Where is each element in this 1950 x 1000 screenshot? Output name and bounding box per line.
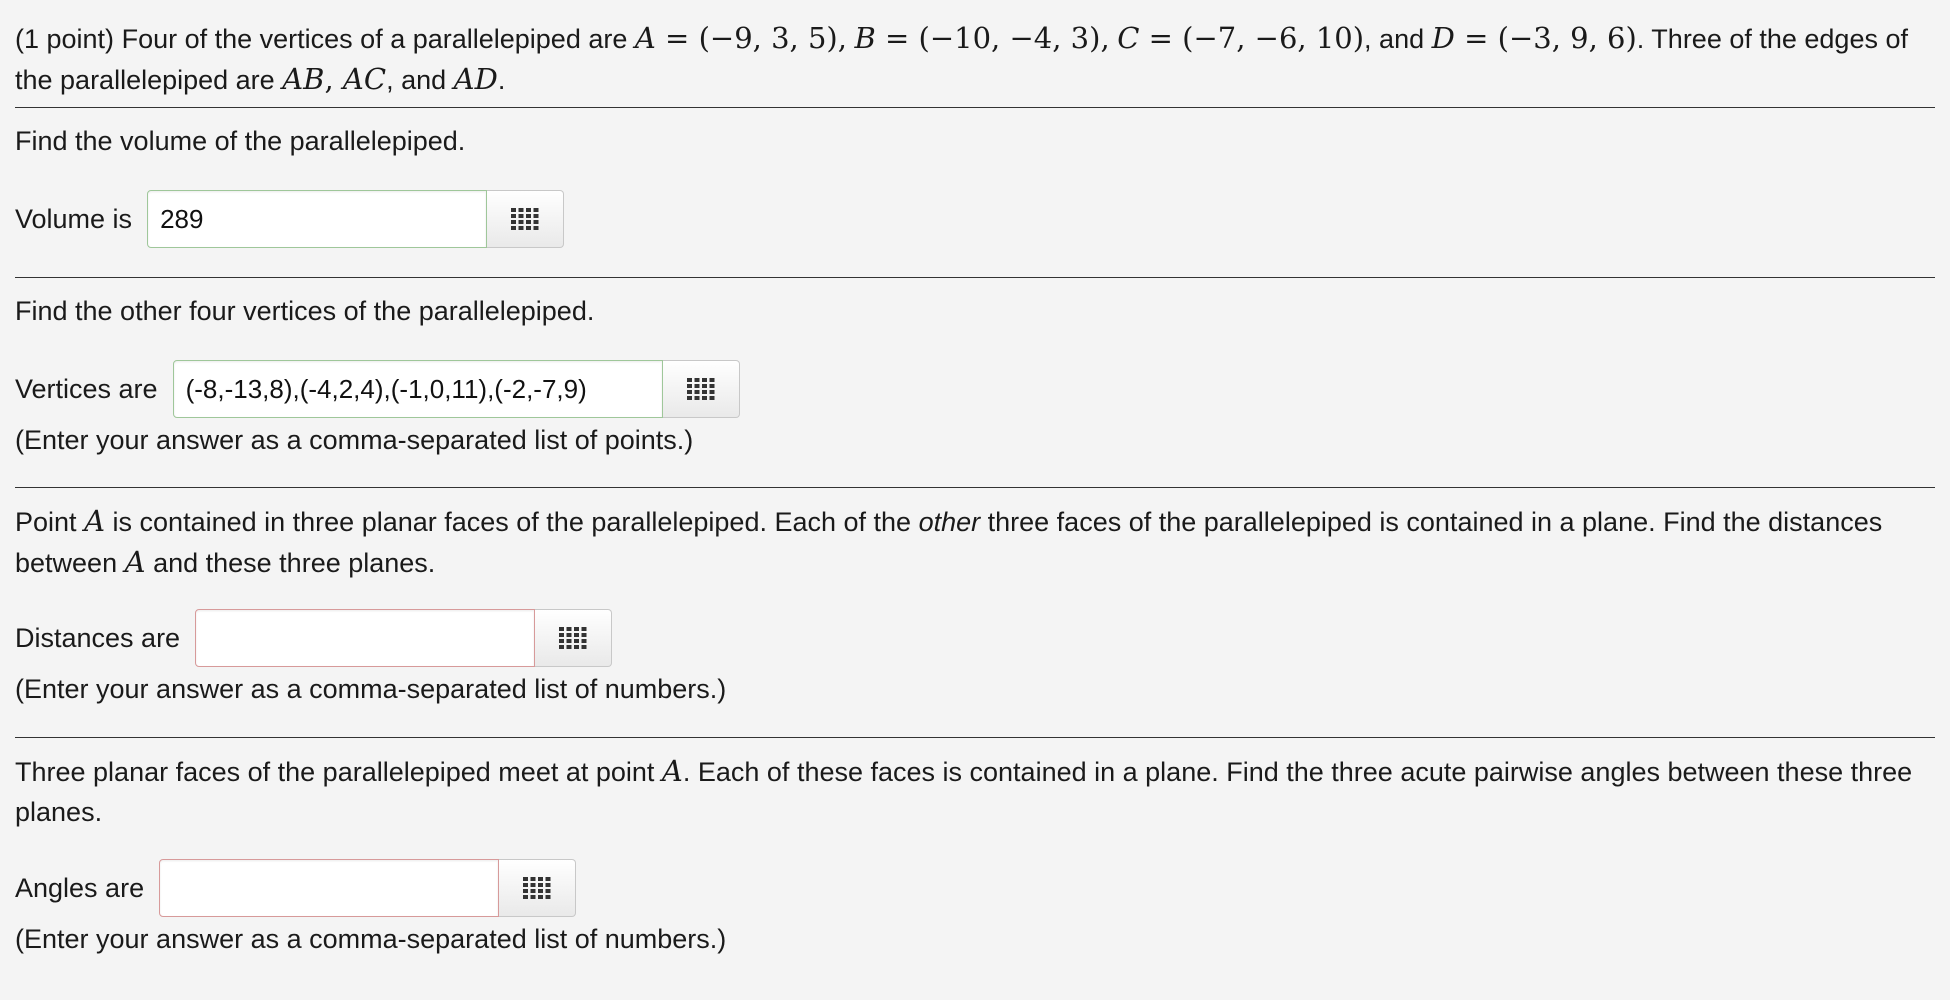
intro-post-text: . Three of the edges of the parallelepiped are [15,24,1908,95]
grid-icon [523,877,551,899]
grid-icon [511,208,539,230]
q3-equation-editor-button[interactable] [535,609,612,667]
q4-prompt: Three planar faces of the parallelepiped meet at point A. Each of these faces is contained in a plane. Find the three acute pairwise angles between these three planes. [15,754,1913,827]
q4-label: Angles are [15,872,145,903]
math-edges: AB, AC [282,62,387,96]
divider [15,277,1935,278]
math-d-def: D = (−3, 9, 6) [1431,21,1637,55]
q2-answer-row [15,360,740,418]
q2-label: Vertices are [15,373,158,404]
q3-prompt: Point A is contained in three planar faces of the parallelepiped. Each of the other three faces of the parallelepiped is contained in a plane. Find the distances between A and these three planes. [15,504,1883,579]
q2-prompt: Find the other four vertices of the parallelepiped. [15,296,595,326]
q4-answer-row [15,859,576,917]
q4-input-group [159,859,576,917]
q3-answer-row [15,609,612,667]
math-point-a: A [84,504,106,538]
math-point-a: A [661,754,683,788]
q1-label: Volume is [15,203,133,234]
q2-hint: (Enter your answer as a comma-separated list of points.) [15,425,694,455]
q3-input-group [195,609,612,667]
q1-prompt: Find the volume of the parallelepiped. [15,126,466,156]
problem-statement: (1 point) Four of the vertices of a parallelepiped are A = (−9, 3, 5), B = (−10, −4, 3), C = (−7, −6, 10), and D = (−3, 9, 6). Three of the edges of the parallelepiped are AB, AC, and AD. [15,21,1908,96]
math-b-def: B = (−10, −4, 3) [854,21,1101,55]
math-c-def: C = (−7, −6, 10) [1117,21,1365,55]
q4-equation-editor-button[interactable] [499,859,576,917]
distances-input[interactable] [195,609,535,667]
emphasis-other: other [918,507,981,537]
q2-equation-editor-button[interactable] [663,360,740,418]
math-edge-ad: AD [453,62,498,96]
divider [15,107,1935,108]
grid-icon [559,627,587,649]
divider [15,737,1935,738]
q3-hint: (Enter your answer as a comma-separated list of numbers.) [15,674,727,704]
divider [15,487,1935,488]
q2-input-group [173,360,740,418]
angles-input[interactable] [159,859,499,917]
vertices-input[interactable] [173,360,663,418]
q4-hint: (Enter your answer as a comma-separated list of numbers.) [15,924,727,954]
math-a-def: A = (−9, 3, 5) [634,21,838,55]
grid-icon [687,378,715,400]
q3-label: Distances are [15,622,181,653]
q1-answer-row [15,190,564,248]
volume-input[interactable] [147,190,487,248]
point-value: (1 point) [15,24,115,54]
q1-input-group [147,190,564,248]
intro-text: Four of the vertices of a parallelepiped are [121,24,628,54]
q1-equation-editor-button[interactable] [487,190,564,248]
